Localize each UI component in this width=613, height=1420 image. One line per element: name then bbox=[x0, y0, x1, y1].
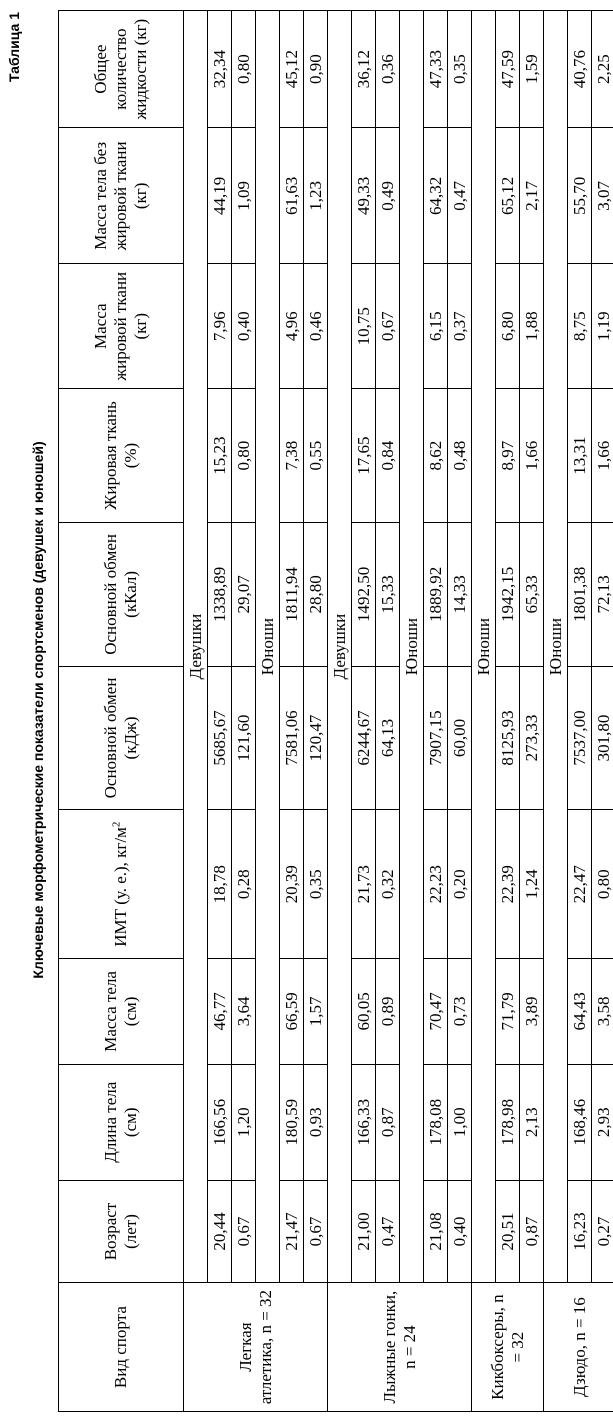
table-number: Таблица 1 bbox=[6, 12, 22, 83]
sport-name: Кикбоксеры, n = 32 bbox=[472, 1283, 544, 1412]
table-cell: 1889,92 bbox=[424, 523, 448, 667]
table-cell: 21,00 bbox=[352, 1180, 376, 1282]
sd-row bbox=[448, 11, 472, 1412]
table-cell: 28,80 bbox=[304, 523, 328, 667]
table-cell: 21,08 bbox=[424, 1180, 448, 1282]
table-cell: 7,38 bbox=[280, 389, 304, 523]
table-cell: 2,25 bbox=[592, 11, 613, 128]
header-fat-mass: Масса жировой ткани (кг) bbox=[59, 264, 184, 389]
table-cell: 4,96 bbox=[280, 264, 304, 389]
table-cell: 273,33 bbox=[520, 666, 544, 810]
table-cell: 0,36 bbox=[376, 11, 400, 128]
table-cell: 0,84 bbox=[376, 389, 400, 523]
sd-row bbox=[376, 11, 400, 1412]
header-fat-pct: Жировая ткань (%) bbox=[59, 389, 184, 523]
table-cell: 0,80 bbox=[232, 389, 256, 523]
table-cell: 6,80 bbox=[496, 264, 520, 389]
table-cell: 46,77 bbox=[208, 959, 232, 1065]
group-row bbox=[256, 11, 280, 1412]
table-cell: 0,87 bbox=[520, 1180, 544, 1282]
table-cell: 14,33 bbox=[448, 523, 472, 667]
table-cell: 0,80 bbox=[232, 11, 256, 128]
table-cell: 0,90 bbox=[304, 11, 328, 128]
table-cell: 0,48 bbox=[448, 389, 472, 523]
table-cell: 0,20 bbox=[448, 810, 472, 959]
table-cell: 15,23 bbox=[208, 389, 232, 523]
table-cell: 2,13 bbox=[520, 1064, 544, 1180]
table-cell: 178,08 bbox=[424, 1064, 448, 1180]
header-lean-mass: Масса тела без жировой ткани (кг) bbox=[59, 128, 184, 264]
table-cell: 32,34 bbox=[208, 11, 232, 128]
table-cell: 49,33 bbox=[352, 128, 376, 264]
table-cell: 3,58 bbox=[592, 959, 613, 1065]
table-cell: 65,33 bbox=[520, 523, 544, 667]
table-cell: 8125,93 bbox=[496, 666, 520, 810]
table-cell: 0,73 bbox=[448, 959, 472, 1065]
table-cell: 1,88 bbox=[520, 264, 544, 389]
table-cell: 0,40 bbox=[448, 1180, 472, 1282]
table-cell: 16,23 bbox=[568, 1180, 592, 1282]
group-row bbox=[400, 11, 424, 1412]
table-cell: 0,27 bbox=[592, 1180, 613, 1282]
table-cell: 121,60 bbox=[232, 666, 256, 810]
table-cell: 1,57 bbox=[304, 959, 328, 1065]
table-cell: 0,89 bbox=[376, 959, 400, 1065]
table-cell: 0,37 bbox=[448, 264, 472, 389]
table-cell: 1,59 bbox=[520, 11, 544, 128]
sport-name: Лыжные гонки, n = 24 bbox=[328, 1283, 472, 1412]
table-cell: 1942,15 bbox=[496, 523, 520, 667]
sd-row bbox=[232, 11, 256, 1412]
group-row bbox=[544, 11, 568, 1412]
mean-row bbox=[208, 11, 232, 1412]
table-cell: 166,56 bbox=[208, 1064, 232, 1180]
sd-row bbox=[520, 11, 544, 1412]
table-cell: 1338,89 bbox=[208, 523, 232, 667]
table-cell: 1,09 bbox=[232, 128, 256, 264]
header-length: Длина тела (см) bbox=[59, 1064, 184, 1180]
table-cell: 0,80 bbox=[592, 810, 613, 959]
table-body bbox=[184, 11, 613, 1412]
table-cell: 8,62 bbox=[424, 389, 448, 523]
table-cell: 3,64 bbox=[232, 959, 256, 1065]
header-sport: Вид спорта bbox=[59, 1283, 184, 1412]
table-cell: 70,47 bbox=[424, 959, 448, 1065]
table-cell: 60,05 bbox=[352, 959, 376, 1065]
group-label: Юноши bbox=[400, 11, 424, 1283]
table-cell: 7907,15 bbox=[424, 666, 448, 810]
table-cell: 0,49 bbox=[376, 128, 400, 264]
table-cell: 178,98 bbox=[496, 1064, 520, 1180]
table-cell: 0,67 bbox=[304, 1180, 328, 1282]
table-cell: 61,63 bbox=[280, 128, 304, 264]
table-cell: 18,78 bbox=[208, 810, 232, 959]
table-cell: 2,93 bbox=[592, 1064, 613, 1180]
table-cell: 22,39 bbox=[496, 810, 520, 959]
table-cell: 1811,94 bbox=[280, 523, 304, 667]
group-label: Юноши bbox=[544, 11, 568, 1283]
table-cell: 47,59 bbox=[496, 11, 520, 128]
sd-row bbox=[304, 11, 328, 1412]
table-cell: 22,23 bbox=[424, 810, 448, 959]
table-cell: 17,65 bbox=[352, 389, 376, 523]
table-cell: 72,13 bbox=[592, 523, 613, 667]
table-cell: 21,73 bbox=[352, 810, 376, 959]
mean-row bbox=[424, 11, 448, 1412]
table-cell: 0,28 bbox=[232, 810, 256, 959]
table-cell: 3,07 bbox=[592, 128, 613, 264]
table-cell: 64,32 bbox=[424, 128, 448, 264]
table-cell: 0,32 bbox=[376, 810, 400, 959]
header-bmi-text: ИМТ (у. е.), кг/м bbox=[111, 827, 130, 947]
table-cell: 166,33 bbox=[352, 1064, 376, 1180]
table-cell: 10,75 bbox=[352, 264, 376, 389]
table-cell: 1801,38 bbox=[568, 523, 592, 667]
table-cell: 1,66 bbox=[592, 389, 613, 523]
table-cell: 1,00 bbox=[448, 1064, 472, 1180]
table-cell: 0,40 bbox=[232, 264, 256, 389]
header-bm-kcal: Основной обмен (кКал) bbox=[59, 523, 184, 667]
table-cell: 13,31 bbox=[568, 389, 592, 523]
table-cell: 0,67 bbox=[232, 1180, 256, 1282]
table-cell: 66,59 bbox=[280, 959, 304, 1065]
sport-name: Дзюдо, n = 16 bbox=[544, 1283, 613, 1412]
group-row bbox=[328, 11, 352, 1412]
table-cell: 0,55 bbox=[304, 389, 328, 523]
table-cell: 8,75 bbox=[568, 264, 592, 389]
table-cell: 1,66 bbox=[520, 389, 544, 523]
mean-row bbox=[352, 11, 376, 1412]
table-cell: 7581,06 bbox=[280, 666, 304, 810]
table-cell: 0,87 bbox=[376, 1064, 400, 1180]
table-cell: 71,79 bbox=[496, 959, 520, 1065]
table-cell: 1,23 bbox=[304, 128, 328, 264]
table-cell: 0,35 bbox=[448, 11, 472, 128]
table-cell: 0,47 bbox=[448, 128, 472, 264]
header-age: Возраст (лет) bbox=[59, 1180, 184, 1282]
table-cell: 55,70 bbox=[568, 128, 592, 264]
table-cell: 60,00 bbox=[448, 666, 472, 810]
mean-row bbox=[496, 11, 520, 1412]
table-cell: 15,33 bbox=[376, 523, 400, 667]
table-cell: 7,96 bbox=[208, 264, 232, 389]
table-caption: Ключевые морфометрические показатели спортсменов (девушек и юношей) bbox=[30, 441, 46, 979]
table-cell: 6,15 bbox=[424, 264, 448, 389]
group-row bbox=[472, 11, 496, 1412]
header-bm-kj: Основной обмен (кДж) bbox=[59, 666, 184, 810]
table-cell: 40,76 bbox=[568, 11, 592, 128]
table-cell: 180,59 bbox=[280, 1064, 304, 1180]
table-cell: 29,07 bbox=[232, 523, 256, 667]
table-cell: 20,51 bbox=[496, 1180, 520, 1282]
group-row bbox=[184, 11, 208, 1412]
header-mass: Масса тела (см) bbox=[59, 959, 184, 1065]
table-cell: 6244,67 bbox=[352, 666, 376, 810]
table-cell: 7537,00 bbox=[568, 666, 592, 810]
table-cell: 1,24 bbox=[520, 810, 544, 959]
table-cell: 0,46 bbox=[304, 264, 328, 389]
sport-name: Легкая атлетика, n = 32 bbox=[184, 1283, 328, 1412]
table-cell: 120,47 bbox=[304, 666, 328, 810]
table-cell: 0,93 bbox=[304, 1064, 328, 1180]
mean-row bbox=[280, 11, 304, 1412]
table-cell: 64,43 bbox=[568, 959, 592, 1065]
table-cell: 301,80 bbox=[592, 666, 613, 810]
mean-row bbox=[568, 11, 592, 1412]
table-cell: 3,89 bbox=[520, 959, 544, 1065]
group-label: Юноши bbox=[472, 11, 496, 1283]
table-cell: 1492,50 bbox=[352, 523, 376, 667]
table-cell: 65,12 bbox=[496, 128, 520, 264]
header-row bbox=[59, 11, 184, 1412]
table-cell: 0,67 bbox=[376, 264, 400, 389]
group-label: Юноши bbox=[256, 11, 280, 1283]
table-cell: 5685,67 bbox=[208, 666, 232, 810]
table-cell: 2,17 bbox=[520, 128, 544, 264]
table-cell: 45,12 bbox=[280, 11, 304, 128]
table-cell: 64,13 bbox=[376, 666, 400, 810]
table-cell: 36,12 bbox=[352, 11, 376, 128]
header-fluid: Общее количество жидкости (кг) bbox=[59, 11, 184, 128]
table-cell: 21,47 bbox=[280, 1180, 304, 1282]
table-cell: 20,39 bbox=[280, 810, 304, 959]
table-cell: 1,20 bbox=[232, 1064, 256, 1180]
table-cell: 8,97 bbox=[496, 389, 520, 523]
table-cell: 20,44 bbox=[208, 1180, 232, 1282]
table-cell: 47,33 bbox=[424, 11, 448, 128]
header-bmi-sup: 2 bbox=[110, 821, 123, 828]
group-label: Девушки bbox=[328, 11, 352, 1283]
table-cell: 168,46 bbox=[568, 1064, 592, 1180]
table-cell: 44,19 bbox=[208, 128, 232, 264]
table-cell: 22,47 bbox=[568, 810, 592, 959]
header-bmi bbox=[59, 810, 184, 959]
morphometric-table bbox=[58, 10, 613, 1412]
table-cell: 0,35 bbox=[304, 810, 328, 959]
group-label: Девушки bbox=[184, 11, 208, 1283]
table-cell: 0,47 bbox=[376, 1180, 400, 1282]
table-cell: 1,19 bbox=[592, 264, 613, 389]
sd-row bbox=[592, 11, 613, 1412]
